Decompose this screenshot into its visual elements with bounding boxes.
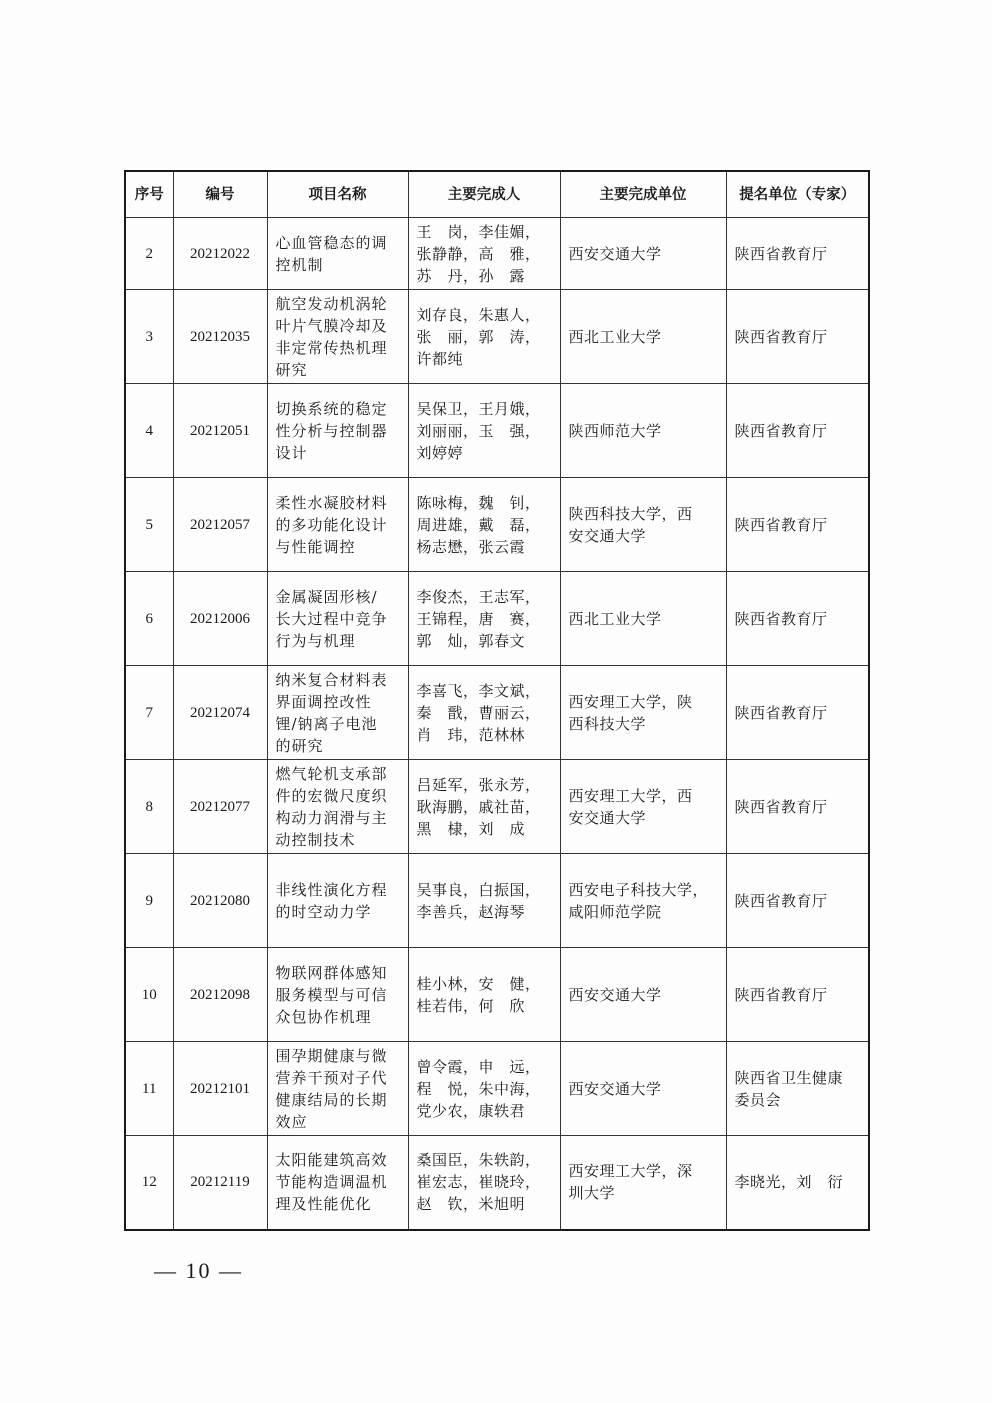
cell-project-line: 服务模型与可信 xyxy=(275,985,388,1004)
table-row xyxy=(125,854,869,948)
cell-seq: 3 xyxy=(125,290,173,384)
header-unit: 主要完成单位 xyxy=(560,171,726,218)
cell-project-line: 叶片气膜冷却及 xyxy=(275,316,388,335)
cell-code: 20212051 xyxy=(173,384,267,478)
cell-seq: 7 xyxy=(125,666,173,760)
cell-project-line: 非线性演化方程 xyxy=(275,880,388,899)
cell-project-line: 件的宏微尺度织 xyxy=(275,786,388,805)
cell-people-line: 王 岗，李佳媚， xyxy=(416,222,541,241)
cell-people-line: 许都纯 xyxy=(416,349,464,368)
cell-project-line: 行为与机理 xyxy=(275,631,356,650)
cell-project-line: 切换系统的稳定 xyxy=(275,399,388,418)
header-project: 项目名称 xyxy=(267,171,408,218)
cell-project-line: 的多功能化设计 xyxy=(275,515,388,534)
cell-people xyxy=(408,854,560,948)
cell-project-line: 心血管稳态的调 xyxy=(275,233,388,252)
cell-code: 20212035 xyxy=(173,290,267,384)
cell-project-line: 柔性水凝胶材料 xyxy=(275,493,388,512)
cell-nominator xyxy=(726,384,869,478)
cell-unit xyxy=(560,1042,726,1136)
cell-seq: 12 xyxy=(125,1136,173,1230)
cell-seq: 9 xyxy=(125,854,173,948)
cell-unit-line: 西安理工大学，陕 xyxy=(568,692,693,711)
cell-nominator-line: 陕西省教育厅 xyxy=(734,515,828,534)
cell-people xyxy=(408,666,560,760)
cell-project-line: 界面调控改性 xyxy=(275,692,372,711)
award-project-table xyxy=(124,170,870,1231)
cell-people-line: 肖 玮，范林林 xyxy=(416,725,526,744)
cell-project-line: 研究 xyxy=(275,360,308,379)
cell-project-line: 物联网群体感知 xyxy=(275,963,388,982)
header-nominator: 提名单位（专家） xyxy=(726,171,869,218)
cell-unit-line: 西科技大学 xyxy=(568,714,647,733)
cell-project xyxy=(267,854,408,948)
cell-people-line: 崔宏志，崔晓玲， xyxy=(416,1173,541,1192)
cell-people-line: 周进雄，戴 磊， xyxy=(416,515,541,534)
cell-nominator xyxy=(726,854,869,948)
cell-project-line: 纳米复合材料表 xyxy=(275,670,388,689)
cell-people-line: 李善兵，赵海琴 xyxy=(416,902,526,921)
cell-project-line: 效应 xyxy=(275,1112,308,1131)
cell-people xyxy=(408,218,560,290)
cell-project-line: 的研究 xyxy=(275,736,324,755)
cell-nominator-line: 委员会 xyxy=(734,1090,782,1109)
cell-nominator xyxy=(726,478,869,572)
cell-people-line: 吴保卫，王月娥， xyxy=(416,399,541,418)
table-row xyxy=(125,478,869,572)
cell-code: 20212101 xyxy=(173,1042,267,1136)
cell-nominator-line: 陕西省教育厅 xyxy=(734,985,828,1004)
cell-people-line: 程 悦，朱中海， xyxy=(416,1079,541,1098)
cell-unit xyxy=(560,854,726,948)
cell-project-line: 性分析与控制器 xyxy=(275,421,388,440)
cell-project-line: 众包协作机理 xyxy=(275,1007,372,1026)
cell-project-line: 的时空动力学 xyxy=(275,902,372,921)
cell-unit-line: 西北工业大学 xyxy=(568,609,662,628)
table-row xyxy=(125,948,869,1042)
cell-nominator-line: 陕西省教育厅 xyxy=(734,421,828,440)
cell-project xyxy=(267,1136,408,1230)
cell-unit xyxy=(560,760,726,854)
cell-project xyxy=(267,760,408,854)
cell-unit xyxy=(560,572,726,666)
cell-nominator xyxy=(726,290,869,384)
cell-nominator-line: 陕西省教育厅 xyxy=(734,244,828,263)
table-row xyxy=(125,384,869,478)
cell-unit-line: 咸阳师范学院 xyxy=(568,902,662,921)
cell-unit-line: 西北工业大学 xyxy=(568,327,662,346)
cell-nominator-line: 陕西省教育厅 xyxy=(734,327,828,346)
cell-unit xyxy=(560,948,726,1042)
cell-people-line: 秦 戬，曹丽云， xyxy=(416,703,541,722)
table-row xyxy=(125,1136,869,1230)
cell-nominator-line: 李晓光，刘 衍 xyxy=(734,1173,844,1192)
table-row xyxy=(125,1042,869,1136)
cell-people xyxy=(408,290,560,384)
cell-project-line: 与性能调控 xyxy=(275,537,356,556)
header-people: 主要完成人 xyxy=(408,171,560,218)
cell-project xyxy=(267,1042,408,1136)
cell-project-line: 燃气轮机支承部 xyxy=(275,764,388,783)
header-seq: 序号 xyxy=(125,171,173,218)
cell-unit-line: 西安理工大学，西 xyxy=(568,786,693,805)
cell-people-line: 吕延军，张永芳， xyxy=(416,775,541,794)
cell-project-line: 理及性能优化 xyxy=(275,1195,372,1214)
cell-seq: 2 xyxy=(125,218,173,290)
table-row xyxy=(125,666,869,760)
table-header-row xyxy=(125,171,869,218)
cell-people-line: 苏 丹，孙 露 xyxy=(416,266,526,285)
cell-unit xyxy=(560,666,726,760)
cell-code: 20212022 xyxy=(173,218,267,290)
cell-unit xyxy=(560,478,726,572)
table-row xyxy=(125,572,869,666)
cell-nominator xyxy=(726,948,869,1042)
cell-people xyxy=(408,1136,560,1230)
cell-project-line: 非定常传热机理 xyxy=(275,338,388,357)
page-number: — 10 — xyxy=(154,1258,243,1283)
cell-project-line: 控机制 xyxy=(275,255,324,274)
cell-unit-line: 圳大学 xyxy=(568,1184,616,1203)
cell-project-line: 金属凝固形核/ xyxy=(275,587,378,606)
cell-seq: 5 xyxy=(125,478,173,572)
cell-unit-line: 西安电子科技大学， xyxy=(568,880,709,899)
cell-unit-line: 西安交通大学 xyxy=(568,985,662,1004)
cell-people-line: 张 丽，郭 涛， xyxy=(416,327,541,346)
cell-nominator-line: 陕西省教育厅 xyxy=(734,609,828,628)
cell-project-line: 航空发动机涡轮 xyxy=(275,294,388,313)
cell-people-line: 桂小林，安 健， xyxy=(416,974,541,993)
cell-project-line: 构动力润滑与主 xyxy=(275,808,388,827)
cell-project xyxy=(267,572,408,666)
cell-people-line: 陈咏梅，魏 钊， xyxy=(416,493,541,512)
cell-people-line: 王锦程，唐 赛， xyxy=(416,609,541,628)
cell-unit-line: 安交通大学 xyxy=(568,526,647,545)
cell-people-line: 黑 棣，刘 成 xyxy=(416,819,526,838)
cell-project-line: 节能构造调温机 xyxy=(275,1173,388,1192)
cell-people xyxy=(408,760,560,854)
cell-people-line: 李喜飞，李文斌， xyxy=(416,681,541,700)
cell-people-line: 刘婷婷 xyxy=(416,443,464,462)
cell-nominator xyxy=(726,760,869,854)
cell-project-line: 动控制技术 xyxy=(275,830,356,849)
cell-nominator xyxy=(726,666,869,760)
cell-nominator xyxy=(726,218,869,290)
cell-project-line: 设计 xyxy=(275,443,308,462)
cell-unit-line: 西安理工大学，深 xyxy=(568,1162,693,1181)
cell-project xyxy=(267,478,408,572)
cell-seq: 11 xyxy=(125,1042,173,1136)
cell-unit-line: 西安交通大学 xyxy=(568,1079,662,1098)
cell-project-line: 围孕期健康与微 xyxy=(275,1046,388,1065)
cell-people-line: 刘丽丽，玉 强， xyxy=(416,421,541,440)
cell-code: 20212080 xyxy=(173,854,267,948)
cell-project-line: 太阳能建筑高效 xyxy=(275,1151,388,1170)
cell-project-line: 健康结局的长期 xyxy=(275,1090,388,1109)
cell-people xyxy=(408,572,560,666)
cell-code: 20212077 xyxy=(173,760,267,854)
cell-project xyxy=(267,290,408,384)
cell-code: 20212074 xyxy=(173,666,267,760)
cell-code: 20212057 xyxy=(173,478,267,572)
cell-people xyxy=(408,478,560,572)
cell-people-line: 党少农，康轶君 xyxy=(416,1101,526,1120)
cell-people-line: 杨志懋，张云霞 xyxy=(416,537,526,556)
cell-nominator xyxy=(726,1136,869,1230)
cell-code: 20212006 xyxy=(173,572,267,666)
cell-people-line: 耿海鹏，戚社苗， xyxy=(416,797,541,816)
cell-people-line: 郭 灿，郭春文 xyxy=(416,631,526,650)
cell-code: 20212119 xyxy=(173,1136,267,1230)
cell-nominator xyxy=(726,1042,869,1136)
cell-project-line: 营养干预对子代 xyxy=(275,1068,388,1087)
table-row xyxy=(125,290,869,384)
cell-people-line: 赵 钦，米旭明 xyxy=(416,1195,526,1214)
cell-people xyxy=(408,384,560,478)
cell-unit xyxy=(560,384,726,478)
cell-seq: 10 xyxy=(125,948,173,1042)
cell-nominator-line: 陕西省卫生健康 xyxy=(734,1068,844,1087)
cell-people-line: 桂若伟，何 欣 xyxy=(416,996,526,1015)
table-row xyxy=(125,218,869,290)
cell-unit-line: 陕西科技大学，西 xyxy=(568,504,693,523)
cell-nominator xyxy=(726,572,869,666)
cell-project xyxy=(267,666,408,760)
header-code: 编号 xyxy=(173,171,267,218)
cell-project xyxy=(267,948,408,1042)
cell-people-line: 李俊杰，王志军， xyxy=(416,587,541,606)
cell-project xyxy=(267,384,408,478)
cell-nominator-line: 陕西省教育厅 xyxy=(734,797,828,816)
cell-nominator-line: 陕西省教育厅 xyxy=(734,703,828,722)
cell-code: 20212098 xyxy=(173,948,267,1042)
cell-unit xyxy=(560,1136,726,1230)
cell-nominator-line: 陕西省教育厅 xyxy=(734,891,828,910)
cell-unit-line: 安交通大学 xyxy=(568,808,647,827)
cell-unit-line: 陕西师范大学 xyxy=(568,421,662,440)
cell-unit-line: 西安交通大学 xyxy=(568,244,662,263)
cell-people-line: 张静静，高 雅， xyxy=(416,244,541,263)
cell-project xyxy=(267,218,408,290)
cell-people-line: 吴事良，白振国， xyxy=(416,880,541,899)
cell-seq: 4 xyxy=(125,384,173,478)
cell-project-line: 长大过程中竞争 xyxy=(275,609,388,628)
cell-unit xyxy=(560,218,726,290)
cell-people xyxy=(408,1042,560,1136)
table-body xyxy=(125,218,869,1230)
cell-project-line: 锂/钠离子电池 xyxy=(275,714,378,733)
cell-people-line: 刘存良，朱惠人， xyxy=(416,305,541,324)
cell-seq: 8 xyxy=(125,760,173,854)
cell-people-line: 桑国臣，朱轶韵， xyxy=(416,1151,541,1170)
cell-people xyxy=(408,948,560,1042)
cell-seq: 6 xyxy=(125,572,173,666)
table-row xyxy=(125,760,869,854)
cell-people-line: 曾令霞，申 远， xyxy=(416,1057,541,1076)
cell-unit xyxy=(560,290,726,384)
